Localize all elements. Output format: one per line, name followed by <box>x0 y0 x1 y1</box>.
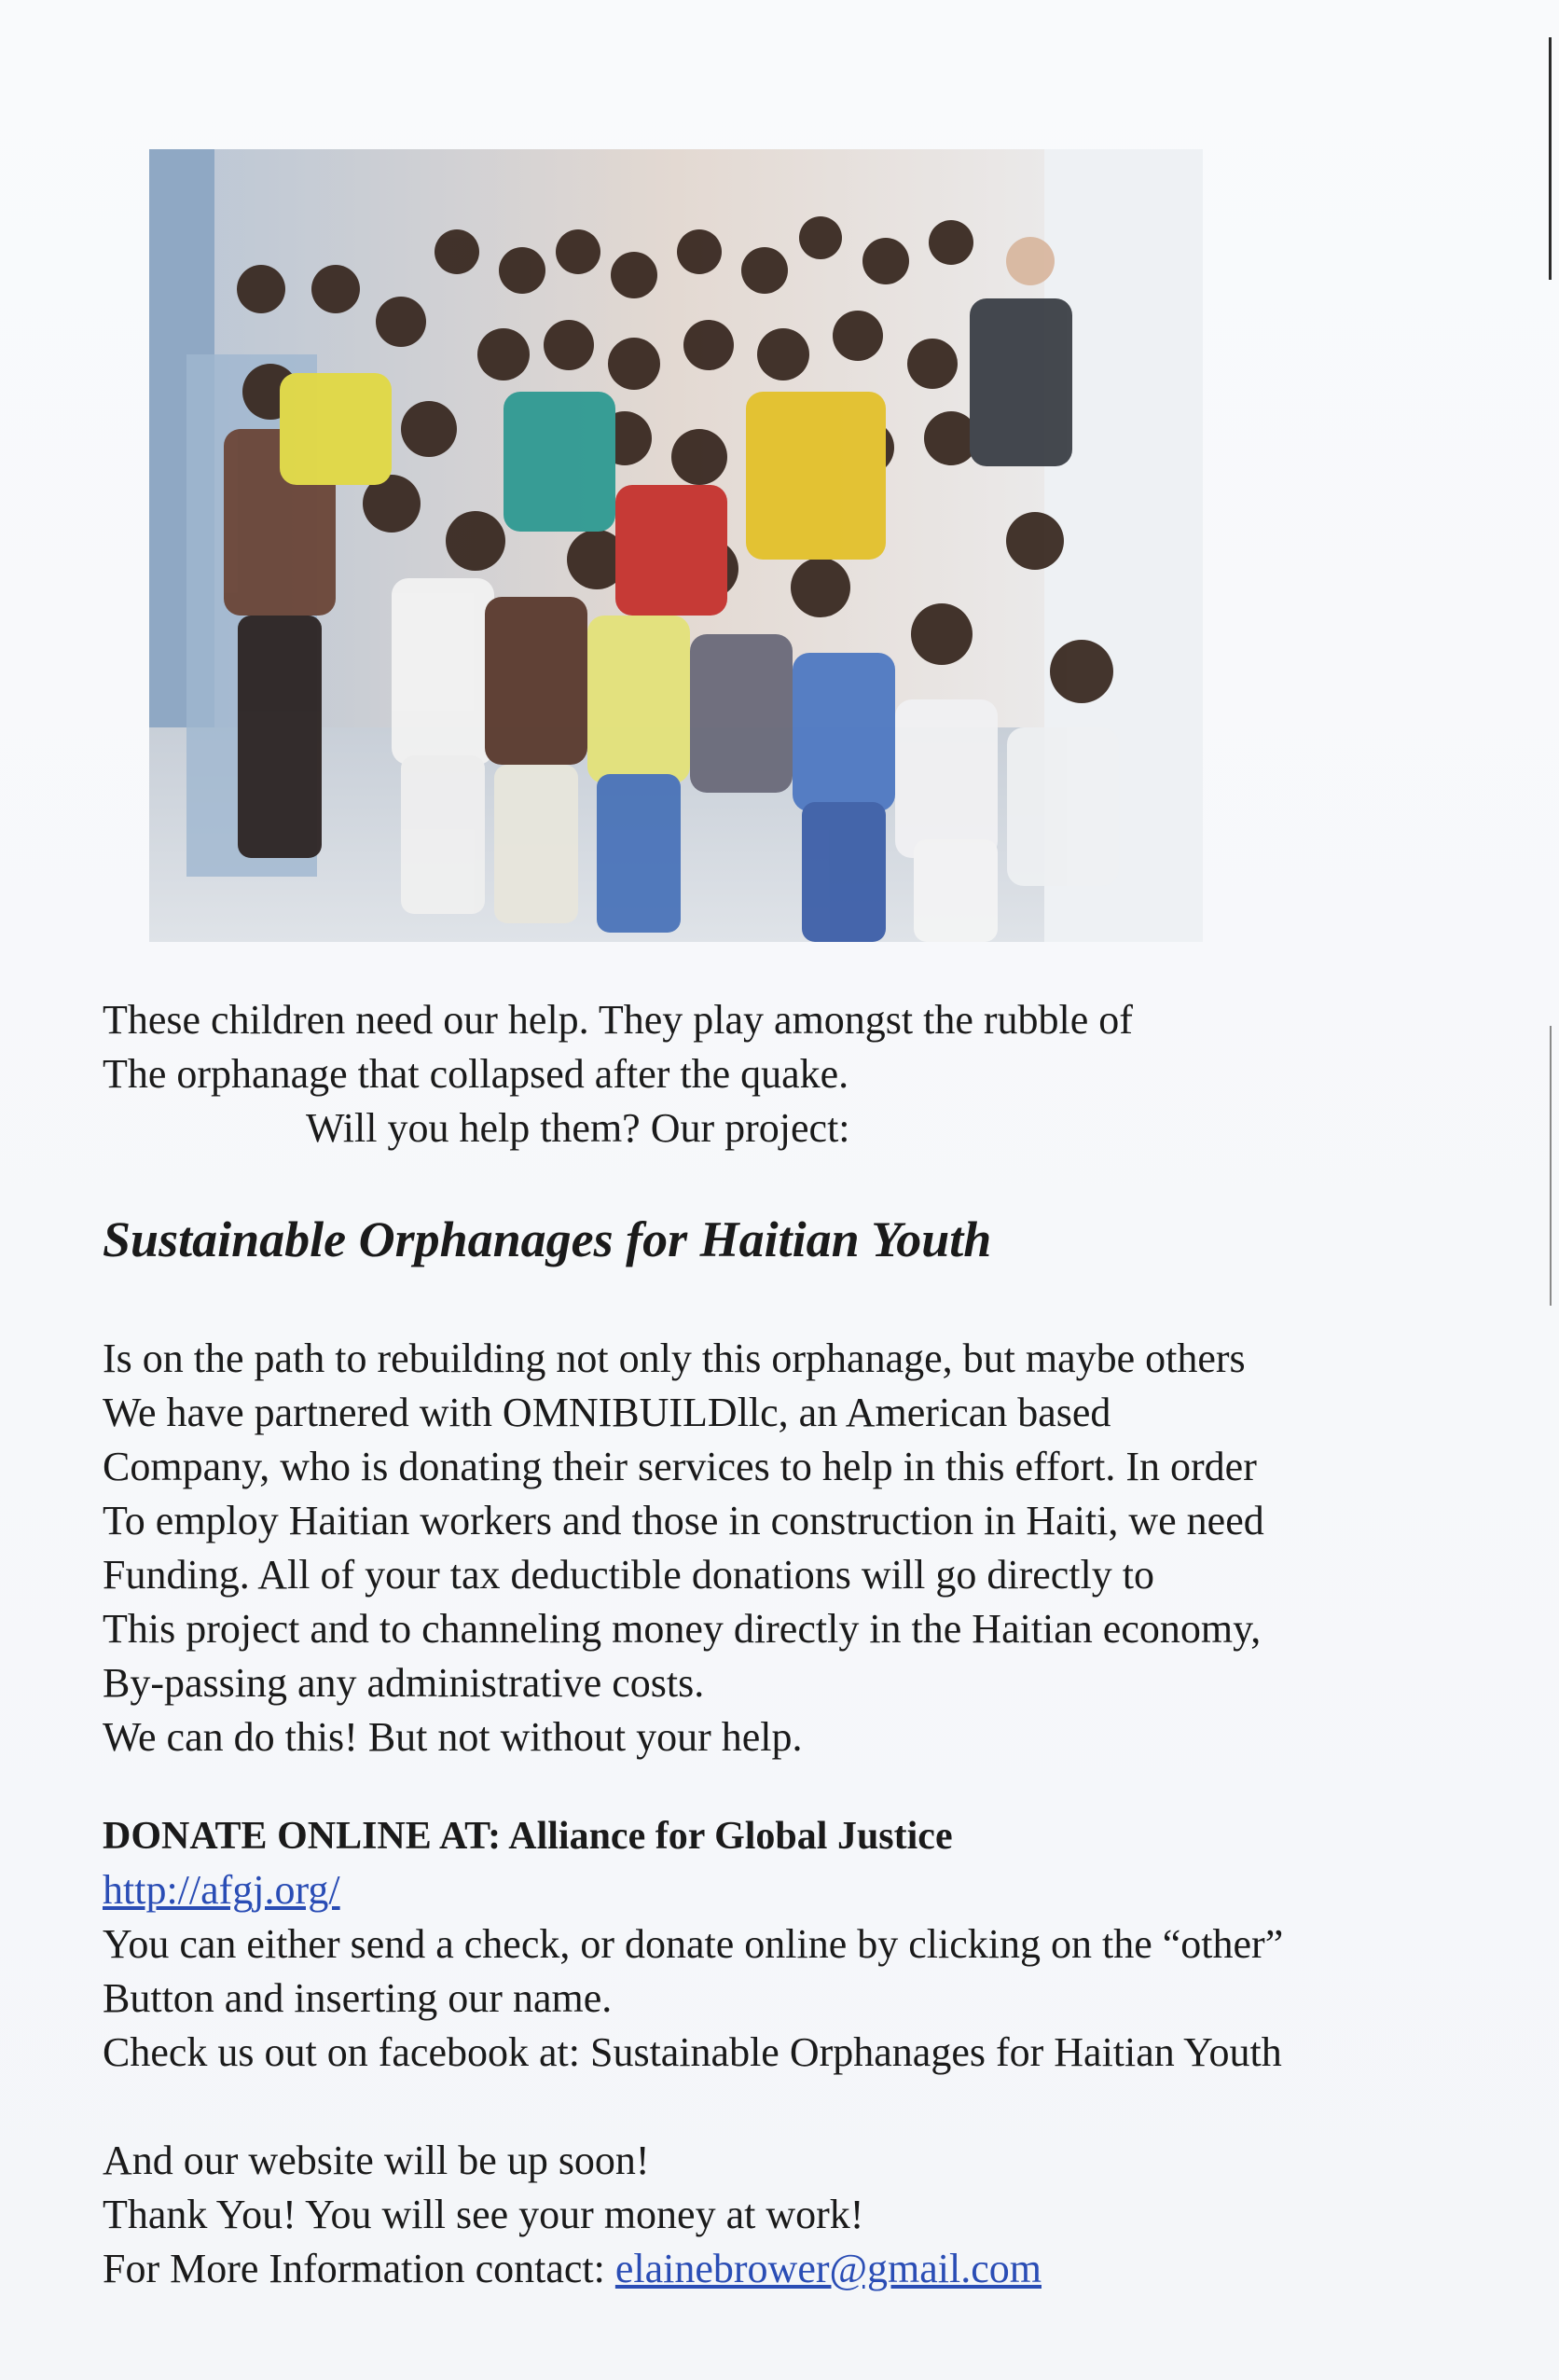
intro-line-3: Will you help them? Our project: <box>306 1105 850 1151</box>
contact-label: For More Information contact: <box>103 2246 615 2291</box>
body-line-8: We can do this! But not without your help. <box>103 1714 803 1760</box>
body-line-1: Is on the path to rebuilding not only this orphanage, but maybe others <box>103 1335 1246 1381</box>
closing-section <box>103 2134 1520 2296</box>
donate-line-3: Check us out on facebook at: Sustainable Orphanages for Haitian Youth <box>103 2029 1282 2075</box>
contact-email-link[interactable]: elainebrower@gmail.com <box>614 2246 1042 2291</box>
body-line-7: By-passing any administrative costs. <box>103 1660 705 1706</box>
donate-line-1: You can either send a check, or donate online by clicking on the “other” <box>103 1921 1284 1967</box>
intro-paragraph <box>103 993 1520 1155</box>
intro-line-1: These children need our help. They play amongst the rubble of <box>103 997 1133 1043</box>
afgj-link[interactable]: http://afgj.org/ <box>103 1867 340 1913</box>
closing-line-2: Thank You! You will see your money at work! <box>103 2192 864 2237</box>
intro-line-2: The orphanage that collapsed after the quake. <box>103 1051 849 1097</box>
body-line-4: To employ Haitian workers and those in construction in Haiti, we need <box>103 1498 1264 1543</box>
body-line-3: Company, who is donating their services to help in this effort. In order <box>103 1444 1257 1489</box>
contact-line <box>103 2242 1520 2296</box>
donate-line-2: Button and inserting our name. <box>103 1975 613 2021</box>
body-line-5: Funding. All of your tax deductible donations will go directly to <box>103 1552 1154 1598</box>
body-line-2: We have partnered with OMNIBUILDllc, an American based <box>103 1390 1111 1435</box>
project-description <box>103 1332 1520 1764</box>
donate-section <box>103 1809 1520 2080</box>
project-title: Sustainable Orphanages for Haitian Youth <box>103 1211 992 1267</box>
body-line-6: This project and to channeling money directly in the Haitian economy, <box>103 1606 1262 1652</box>
children-group-photo <box>149 149 1203 942</box>
closing-line-1: And our website will be up soon! <box>103 2138 650 2183</box>
scan-edge-mark <box>1549 37 1552 280</box>
donate-heading: DONATE ONLINE AT: Alliance for Global Justice <box>103 1815 953 1858</box>
scan-edge-mark-lower <box>1550 1026 1552 1306</box>
